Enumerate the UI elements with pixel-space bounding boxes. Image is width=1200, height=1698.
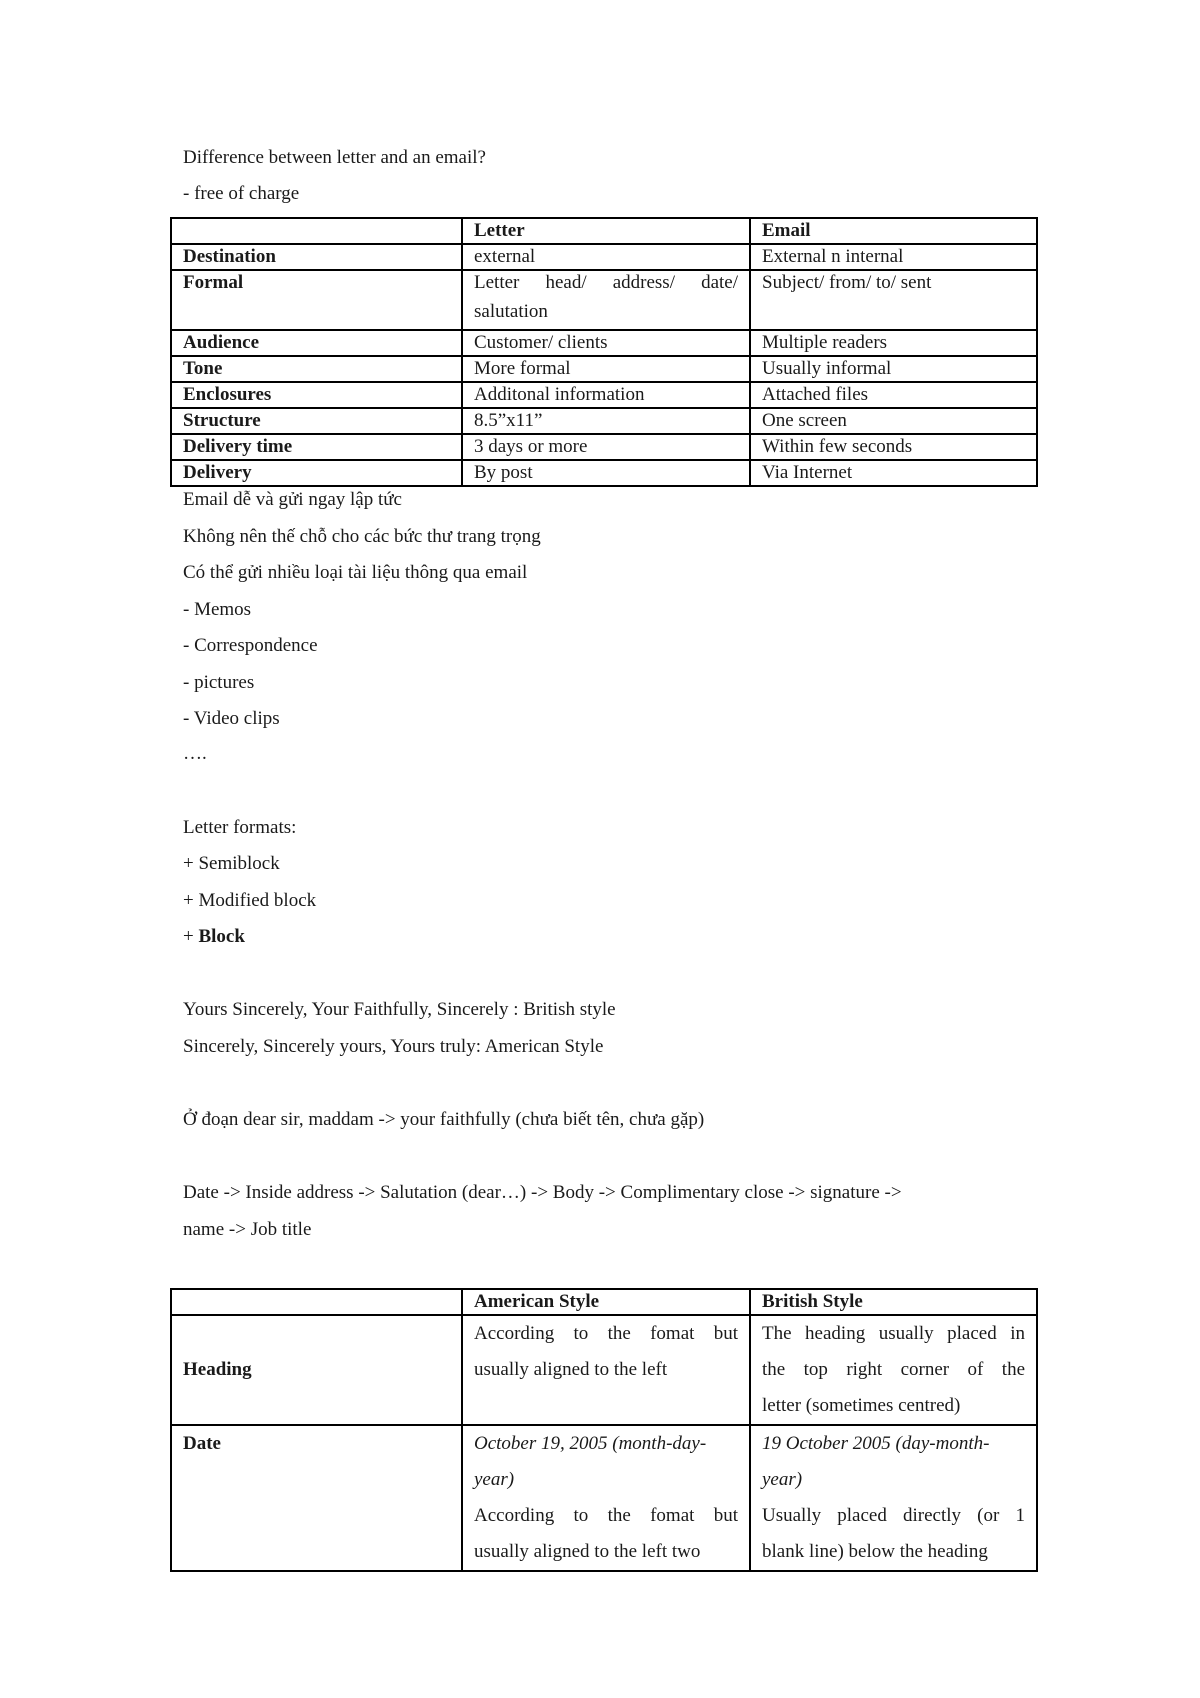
salutation-note: Ở đoạn dear sir, maddam -> your faithfully (chưa biết tên, chưa gặp) (183, 1109, 705, 1130)
cell-line: October 19, 2005 (month-day- (474, 1433, 707, 1454)
row-label: Delivery time (171, 434, 462, 460)
row-label: Formal (171, 270, 462, 330)
table-header-cell (171, 218, 462, 244)
order-line: Date -> Inside address -> Salutation (dear…) -> Body -> Complimentary close -> signature -> (183, 1182, 902, 1203)
cell-line: 19 October 2005 (day-month- (762, 1433, 990, 1454)
format-item (183, 925, 245, 949)
cell-line: usually aligned to the left (474, 1359, 668, 1380)
table-row (171, 460, 1037, 486)
intro-note: - free of charge (183, 183, 300, 204)
note-line: - Video clips (183, 708, 280, 729)
email-cell: One screen (750, 408, 1037, 434)
cell-line: year) (762, 1469, 803, 1490)
british-cell (750, 1425, 1037, 1571)
table-header-row (171, 1289, 1037, 1315)
table-row (171, 330, 1037, 356)
order-line: name -> Job title (183, 1219, 312, 1240)
closing-american: Sincerely, Sincerely yours, Yours truly: American Style (183, 1036, 604, 1057)
note-line: …. (183, 743, 207, 764)
cell-line: year) (474, 1469, 515, 1490)
letter-cell (462, 270, 750, 330)
letter-cell: 3 days or more (462, 434, 750, 460)
table-header-cell (171, 1289, 462, 1315)
note-line: Email dễ và gửi ngay lập tức (183, 489, 402, 510)
table-header-cell: Email (750, 218, 1037, 244)
row-label: Heading (171, 1315, 462, 1425)
table-row (171, 244, 1037, 270)
email-cell: Attached files (750, 382, 1037, 408)
row-label: Delivery (171, 460, 462, 486)
british-cell (750, 1315, 1037, 1425)
row-label: Enclosures (171, 382, 462, 408)
cell-line: Usually placed directly (or 1 (762, 1505, 1025, 1526)
american-vs-british-table (170, 1288, 1038, 1572)
row-label: Tone (171, 356, 462, 382)
table-header-cell: British Style (750, 1289, 1037, 1315)
format-item: + Modified block (183, 890, 317, 911)
cell-line: usually aligned to the left two (474, 1541, 701, 1562)
cell-line: According to the fomat but (474, 1505, 738, 1526)
cell-line: The heading usually placed in (762, 1323, 1025, 1344)
row-label: Audience (171, 330, 462, 356)
email-cell: External n internal (750, 244, 1037, 270)
letter-cell-line: Letter head/ address/ date/ (474, 272, 738, 293)
table-row (171, 1425, 1037, 1571)
table-header-cell: Letter (462, 218, 750, 244)
row-label: Destination (171, 244, 462, 270)
email-cell: Subject/ from/ to/ sent (750, 270, 1037, 330)
table-row (171, 1315, 1037, 1425)
table-row (171, 270, 1037, 330)
letter-cell: external (462, 244, 750, 270)
cell-line: According to the fomat but (474, 1323, 738, 1344)
table-row (171, 434, 1037, 460)
email-cell: Usually informal (750, 356, 1037, 382)
cell-line: the top right corner of the (762, 1359, 1025, 1380)
letter-vs-email-table (170, 217, 1038, 487)
cell-line: letter (sometimes centred) (762, 1395, 961, 1416)
row-label: Date (171, 1425, 462, 1571)
american-cell (462, 1315, 750, 1425)
note-line: - Memos (183, 599, 252, 620)
table-row (171, 356, 1037, 382)
table-row (171, 382, 1037, 408)
note-line: - Correspondence (183, 635, 318, 656)
note-line: Có thể gửi nhiều loại tài liệu thông qua email (183, 562, 528, 583)
letter-cell: Additonal information (462, 382, 750, 408)
table-header-cell: American Style (462, 1289, 750, 1315)
formats-title: Letter formats: (183, 817, 297, 838)
email-cell: Via Internet (750, 460, 1037, 486)
cell-line: blank line) below the heading (762, 1541, 988, 1562)
intro-question: Difference between letter and an email? (183, 147, 486, 168)
note-line: - pictures (183, 672, 255, 693)
letter-cell: Customer/ clients (462, 330, 750, 356)
letter-cell: More formal (462, 356, 750, 382)
letter-cell: By post (462, 460, 750, 486)
closing-british: Yours Sincerely, Your Faithfully, Sincerely : British style (183, 999, 616, 1020)
format-item-bold: Block (198, 926, 245, 947)
letter-cell-line: salutation (474, 301, 548, 322)
american-cell (462, 1425, 750, 1571)
row-label: Structure (171, 408, 462, 434)
table-header-row (171, 218, 1037, 244)
note-line: Không nên thế chỗ cho các bức thư trang trọng (183, 526, 541, 547)
format-item-prefix: + (183, 926, 194, 947)
email-cell: Multiple readers (750, 330, 1037, 356)
format-item: + Semiblock (183, 853, 280, 874)
email-cell: Within few seconds (750, 434, 1037, 460)
letter-cell: 8.5”x11” (462, 408, 750, 434)
table-row (171, 408, 1037, 434)
